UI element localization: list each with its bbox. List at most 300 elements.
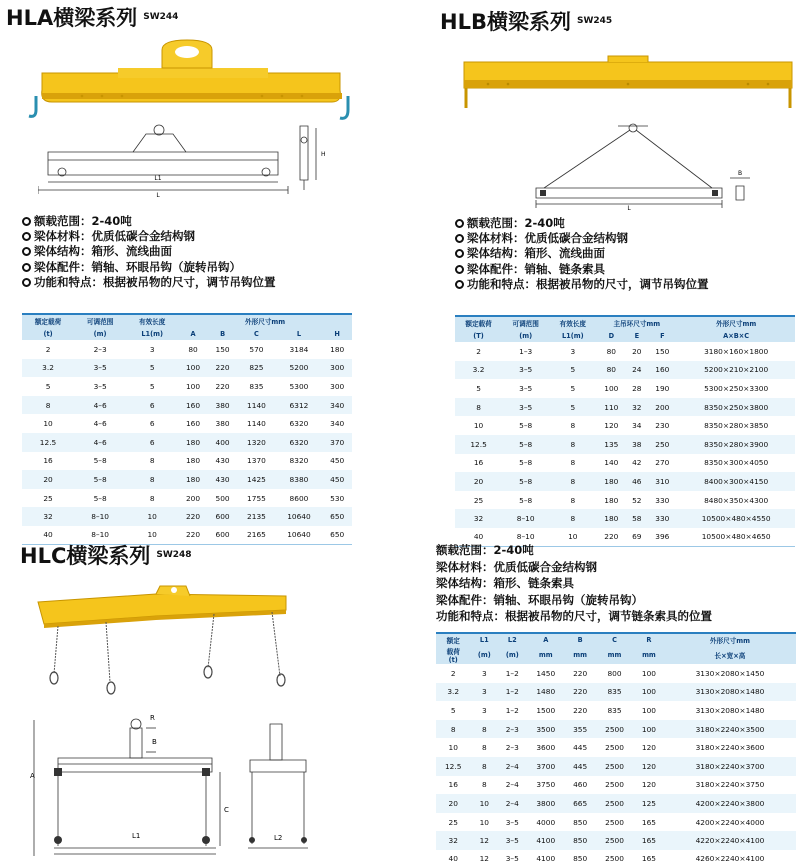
hlb-table-cell: 160	[647, 361, 677, 380]
hlb-th: (T)	[455, 329, 502, 342]
hla-table-cell: 10640	[276, 526, 323, 545]
hlb-table-cell: 120	[596, 416, 626, 435]
hla-table-cell: 180	[322, 340, 352, 359]
hlb-spec-row	[455, 231, 709, 246]
hla-table-cell: 430	[208, 452, 238, 471]
hlc-table-cell: 12	[470, 850, 498, 861]
hlc-table-cell: 2–3	[498, 720, 526, 739]
hlc-dim-b: B	[152, 738, 157, 746]
hlb-table-row	[455, 491, 795, 510]
hla-th: L1(m)	[126, 327, 178, 340]
hla-table-cell: 450	[322, 452, 352, 471]
hlc-table-cell: 3–5	[498, 831, 526, 850]
hla-table-cell: 1140	[237, 396, 275, 415]
hlc-table-row	[436, 683, 796, 702]
hlb-table-cell: 40	[455, 528, 502, 547]
hlc-table-cell: 3	[470, 701, 498, 720]
hla-table-cell: 430	[208, 470, 238, 489]
hlb-table-cell: 5200×210×2100	[677, 361, 795, 380]
hla-table-row	[22, 507, 352, 526]
hla-table-cell: 100	[178, 377, 208, 396]
hla-table-cell: 400	[208, 433, 238, 452]
hlb-table-cell: 8350×250×3800	[677, 398, 795, 417]
hlc-table-cell: 355	[565, 720, 595, 739]
hla-table-cell: 6	[126, 414, 178, 433]
hla-spec-row	[22, 260, 276, 275]
hla-spec-row	[22, 229, 276, 244]
hlc-table-cell: 3180×2240×3500	[664, 720, 796, 739]
hla-table-cell: 8–10	[74, 507, 126, 526]
hla-table-cell: 4–6	[74, 396, 126, 415]
hlb-table-cell: 8350×280×3900	[677, 435, 795, 454]
hlc-table-cell: 1480	[526, 683, 565, 702]
hla-table-row	[22, 470, 352, 489]
hla-table-cell: 370	[322, 433, 352, 452]
hlc-table-cell: 3600	[526, 738, 565, 757]
hlc-table-cell: 2500	[595, 757, 634, 776]
hla-table-cell: 5	[126, 377, 178, 396]
hla-table-cell: 1140	[237, 414, 275, 433]
hla-table-cell: 8–10	[74, 526, 126, 545]
hlc-table-cell: 16	[436, 776, 470, 795]
hlb-spec-row	[455, 262, 709, 277]
hlc-table-cell: 1500	[526, 701, 565, 720]
hlc-table-cell: 120	[634, 776, 664, 795]
hla-th: 额定载荷	[22, 314, 74, 327]
hlc-table-row	[436, 738, 796, 757]
hla-table-cell: 2	[22, 340, 74, 359]
hla-spec-text: 功能和特点：根据被吊物的尺寸，调节吊钩位置	[34, 274, 276, 289]
hlc-table-row	[436, 776, 796, 795]
hlc-th: R	[634, 633, 664, 646]
hlb-table-row	[455, 342, 795, 361]
hlb-table-row	[455, 435, 795, 454]
hlb-spec-row	[455, 277, 709, 292]
hlc-spec-row	[436, 559, 712, 576]
hlc-table-cell: 2500	[595, 831, 634, 850]
hla-table-cell: 80	[178, 340, 208, 359]
hla-table-cell: 180	[178, 470, 208, 489]
hla-table-cell: 825	[237, 359, 275, 378]
hlc-title	[20, 540, 192, 570]
hlb-model: SW245	[576, 16, 613, 26]
hlc-table-cell: 3.2	[436, 683, 470, 702]
hlb-table-cell: 10500×480×4650	[677, 528, 795, 547]
hla-table-cell: 5–8	[74, 489, 126, 508]
hla-table-cell: 340	[322, 396, 352, 415]
hlb-table-cell: 8	[549, 435, 596, 454]
hlb-table-cell: 80	[596, 342, 626, 361]
hlb-table-cell: 24	[626, 361, 647, 380]
hlb-table-cell: 330	[647, 509, 677, 528]
hlc-table-cell: 445	[565, 757, 595, 776]
hlc-table-cell: 800	[595, 664, 634, 683]
hla-spec-row	[22, 275, 276, 290]
hlc-table-cell: 4220×2240×4100	[664, 831, 796, 850]
hla-table-cell: 3	[126, 340, 178, 359]
hlc-table-cell: 3130×2080×1480	[664, 683, 796, 702]
bullet-icon	[22, 232, 31, 241]
hlc-table-cell: 220	[565, 701, 595, 720]
hlb-table-cell: 8480×350×4300	[677, 491, 795, 510]
hla-dim-l1: L1	[154, 175, 162, 182]
hlb-spec-text: 梁体结构：箱形、流线曲面	[467, 246, 605, 261]
hlb-table-cell: 8350×300×4050	[677, 454, 795, 473]
hlc-th: (m)	[470, 646, 498, 664]
hla-drawing	[38, 120, 338, 198]
hlc-table-cell: 8	[470, 720, 498, 739]
hlc-spec-text: 梁体配件：销轴、环眼吊钩（旋转吊钩）	[436, 592, 643, 607]
hla-table-cell: 4–6	[74, 414, 126, 433]
hlc-beam-photo	[36, 584, 298, 704]
hla-spec-text: 梁体材料：优质低碳合金结构钢	[34, 229, 195, 244]
hlc-table-cell: 4200×2240×4000	[664, 813, 796, 832]
hla-table-cell: 600	[208, 526, 238, 545]
hlc-th: mm	[565, 646, 595, 664]
hlc-dim-r: R	[150, 714, 155, 722]
hla-table-cell: 2135	[237, 507, 275, 526]
hlc-spec-text: 梁体材料：优质低碳合金结构钢	[436, 559, 597, 574]
bullet-icon	[22, 247, 31, 256]
hla-table-cell: 500	[208, 489, 238, 508]
hlb-table-cell: 5	[549, 398, 596, 417]
hla-table-row	[22, 396, 352, 415]
hlc-table-cell: 3500	[526, 720, 565, 739]
hlb-th: 额定载荷	[455, 316, 502, 329]
hla-table-cell: 5	[126, 359, 178, 378]
hla-table-cell: 220	[178, 507, 208, 526]
hlb-table-cell: 3–5	[502, 398, 549, 417]
hlb-table-cell: 396	[647, 528, 677, 547]
hlc-table-cell: 3180×2240×3600	[664, 738, 796, 757]
hla-table-cell: 220	[178, 526, 208, 545]
hla-table-cell: 10	[126, 526, 178, 545]
hla-table-cell: 6	[126, 396, 178, 415]
hlc-table-cell: 850	[565, 831, 595, 850]
hla-table-cell: 650	[322, 507, 352, 526]
hlb-table-row	[455, 472, 795, 491]
hlc-table-cell: 3180×2240×3750	[664, 776, 796, 795]
bullet-icon	[455, 249, 464, 258]
hla-th: (t)	[22, 327, 74, 340]
hlb-th: A×B×C	[677, 329, 795, 342]
hlc-table-cell: 2500	[595, 720, 634, 739]
hla-spec-text: 梁体结构：箱形、流线曲面	[34, 244, 172, 259]
hlc-table-cell: 100	[634, 683, 664, 702]
hlc-th: 额定	[436, 633, 470, 646]
bullet-icon	[22, 278, 31, 287]
hlb-table-cell: 8	[549, 472, 596, 491]
hla-th: C	[237, 327, 275, 340]
hla-table-row	[22, 452, 352, 471]
hlc-table-row	[436, 757, 796, 776]
hlc-table-cell: 2–3	[498, 738, 526, 757]
hla-table-cell: 835	[237, 377, 275, 396]
hlb-table-cell: 3180×160×1800	[677, 342, 795, 361]
hlc-th	[436, 646, 470, 664]
hlb-table-cell: 32	[455, 509, 502, 528]
hla-title-text: HLA横梁系列	[6, 6, 138, 30]
hlb-table-cell: 10	[455, 416, 502, 435]
hlc-table-cell: 3750	[526, 776, 565, 795]
hlc-table-cell: 165	[634, 813, 664, 832]
hla-model: SW244	[143, 12, 179, 22]
hla-table-cell: 600	[208, 507, 238, 526]
hlc-table-cell: 835	[595, 701, 634, 720]
hlc-table-cell: 2–4	[498, 757, 526, 776]
hlb-table-cell: 110	[596, 398, 626, 417]
hla-table-cell: 10640	[276, 507, 323, 526]
hlc-table-cell: 2500	[595, 813, 634, 832]
hla-table-cell: 3.2	[22, 359, 74, 378]
hlb-specs	[455, 216, 709, 292]
hla-table-cell: 16	[22, 452, 74, 471]
hlc-title-text: HLC横梁系列	[20, 544, 151, 568]
hla-table-cell: 160	[178, 414, 208, 433]
hlb-table-row	[455, 398, 795, 417]
hla-table-cell: 8	[126, 470, 178, 489]
hla-table-row	[22, 359, 352, 378]
hla-table-cell: 40	[22, 526, 74, 545]
hlb-table-cell: 250	[647, 435, 677, 454]
hla-table-cell: 5–8	[74, 452, 126, 471]
hla-table-cell: 200	[178, 489, 208, 508]
hlb-table-cell: 42	[626, 454, 647, 473]
hlb-table-cell: 28	[626, 379, 647, 398]
hlc-table-cell: 40	[436, 850, 470, 861]
hla-spec-table	[22, 313, 352, 545]
hla-table-cell: 8	[126, 452, 178, 471]
hla-table-cell: 2165	[237, 526, 275, 545]
bullet-icon	[22, 263, 31, 272]
hlc-table-cell: 2	[436, 664, 470, 683]
hla-specs	[22, 214, 276, 290]
hlc-table-cell: 10	[436, 738, 470, 757]
hlb-th: 外形尺寸mm	[677, 316, 795, 329]
bullet-icon	[455, 265, 464, 274]
hlb-spec-text: 梁体材料：优质低碳合金结构钢	[467, 231, 628, 246]
hlb-table-cell: 38	[626, 435, 647, 454]
hla-spec-text: 额载范围：2-40吨	[34, 214, 132, 228]
hlb-table-row	[455, 361, 795, 380]
hlc-table-cell: 2500	[595, 738, 634, 757]
hlb-table-cell: 34	[626, 416, 647, 435]
hlb-table-cell: 310	[647, 472, 677, 491]
hlb-table-cell: 5–8	[502, 472, 549, 491]
hlc-table-cell: 3180×2240×3700	[664, 757, 796, 776]
hla-table-cell: 5–8	[74, 470, 126, 489]
hlc-spec-text: 梁体结构：箱形、链条索具	[436, 576, 574, 591]
hlb-table-cell: 25	[455, 491, 502, 510]
hlb-table-cell: 100	[596, 379, 626, 398]
hlc-dim-l2: L2	[274, 834, 283, 842]
hlc-table-cell: 665	[565, 794, 595, 813]
hlc-table-cell: 100	[634, 701, 664, 720]
hlc-th: 长×宽×高	[664, 646, 796, 664]
hlb-table-row	[455, 379, 795, 398]
hlc-table-cell: 1–2	[498, 701, 526, 720]
hlc-table-row	[436, 794, 796, 813]
hlc-table-cell: 3800	[526, 794, 565, 813]
hlb-table-cell: 200	[647, 398, 677, 417]
hla-table-cell: 160	[178, 396, 208, 415]
hla-table-cell: 3–5	[74, 359, 126, 378]
hla-table-cell: 8600	[276, 489, 323, 508]
hla-table-row	[22, 340, 352, 359]
hlb-table-row	[455, 454, 795, 473]
hlb-table-row	[455, 416, 795, 435]
hlc-table-row	[436, 701, 796, 720]
hlc-table-head-row	[436, 646, 796, 664]
hlb-table-cell: 10500×480×4550	[677, 509, 795, 528]
hlb-th: D	[596, 329, 626, 342]
hlc-th: B	[565, 633, 595, 646]
hlb-table-cell: 1–3	[502, 342, 549, 361]
hlb-table-cell: 150	[647, 342, 677, 361]
hlb-dim-b: B	[737, 170, 743, 177]
hlc-table-cell: 2500	[595, 794, 634, 813]
hla-table-cell: 6320	[276, 433, 323, 452]
hla-beam-photo	[22, 38, 362, 122]
hlc-th: (m)	[498, 646, 526, 664]
hlb-th: E	[626, 329, 647, 342]
hlb-table-cell: 80	[596, 361, 626, 380]
hlc-table-cell: 5	[436, 701, 470, 720]
hlb-table-cell: 58	[626, 509, 647, 528]
hlb-table-cell: 5–8	[502, 454, 549, 473]
hla-table-cell: 220	[208, 359, 238, 378]
hlc-table-cell: 2500	[595, 776, 634, 795]
hlb-spec-text: 梁体配件：销轴、链条索具	[467, 261, 605, 276]
hlc-table-cell: 100	[634, 720, 664, 739]
hla-title	[6, 2, 178, 32]
hlb-th: (m)	[502, 329, 549, 342]
hla-table-cell: 340	[322, 414, 352, 433]
hlc-table-cell: 1–2	[498, 683, 526, 702]
hlb-table-cell: 46	[626, 472, 647, 491]
hlc-th: 外形尺寸mm	[664, 633, 796, 646]
hla-table-cell: 6312	[276, 396, 323, 415]
hlb-table-cell: 69	[626, 528, 647, 547]
hla-table-row	[22, 377, 352, 396]
hlb-table-cell: 180	[596, 472, 626, 491]
hlb-table-cell: 12.5	[455, 435, 502, 454]
hla-table-cell: 25	[22, 489, 74, 508]
hlc-table-cell: 25	[436, 813, 470, 832]
hlc-table-cell: 4100	[526, 850, 565, 861]
hla-table-cell: 300	[322, 377, 352, 396]
hlc-table-cell: 2–4	[498, 794, 526, 813]
hlc-table-cell: 120	[634, 738, 664, 757]
hlc-table-cell: 3700	[526, 757, 565, 776]
hla-th: 外形尺寸mm	[178, 314, 352, 327]
hla-table-cell: 570	[237, 340, 275, 359]
hlc-table-cell: 32	[436, 831, 470, 850]
hlb-table-head-row	[455, 316, 795, 329]
hlc-th: mm	[526, 646, 565, 664]
hlb-table-cell: 230	[647, 416, 677, 435]
hlb-table-cell: 8	[549, 509, 596, 528]
hlc-th: L1	[470, 633, 498, 646]
hlc-spec-text: 功能和特点：根据被吊物的尺寸，调节链条索具的位置	[436, 609, 712, 624]
hlb-drawing	[522, 118, 797, 210]
hlb-table-cell: 2	[455, 342, 502, 361]
hlb-table-cell: 180	[596, 491, 626, 510]
hlc-table-cell: 445	[565, 738, 595, 757]
hlc-table-head-row	[436, 633, 796, 646]
hlc-table-cell: 4200×2240×3800	[664, 794, 796, 813]
hla-table-cell: 650	[322, 526, 352, 545]
hlc-table-row	[436, 850, 796, 861]
hlc-th-text: 载荷	[446, 648, 460, 656]
hlb-table-cell: 8	[549, 416, 596, 435]
bullet-icon	[22, 217, 31, 226]
hlc-spec-table	[436, 632, 796, 861]
hlb-table-cell: 8–10	[502, 528, 549, 547]
hla-table-cell: 300	[322, 359, 352, 378]
hla-table-row	[22, 414, 352, 433]
hla-table-cell: 8320	[276, 452, 323, 471]
hlc-table-cell: 4100	[526, 831, 565, 850]
hlc-spec-row	[436, 575, 712, 592]
hlb-title	[440, 6, 612, 36]
hla-th: 可调范围	[74, 314, 126, 327]
hlc-table-row	[436, 813, 796, 832]
hlc-dim-l1: L1	[132, 832, 141, 840]
hlb-th: 主吊环尺寸mm	[596, 316, 677, 329]
hlc-table-cell: 8	[470, 757, 498, 776]
hla-th: A	[178, 327, 208, 340]
hlb-beam-photo	[458, 52, 798, 112]
hlc-table-cell: 3130×2080×1450	[664, 664, 796, 683]
hlc-th: L2	[498, 633, 526, 646]
hlb-table-cell: 8–10	[502, 509, 549, 528]
hla-table-cell: 20	[22, 470, 74, 489]
hlb-spec-row	[455, 216, 709, 231]
hlb-table-cell: 5	[455, 379, 502, 398]
hlb-spec-table	[455, 315, 795, 547]
hlb-table-cell: 5	[549, 379, 596, 398]
hlb-th: 有效长度	[549, 316, 596, 329]
hlc-table-cell: 3	[470, 664, 498, 683]
hla-table-cell: 12.5	[22, 433, 74, 452]
hlc-table-cell: 10	[470, 794, 498, 813]
hlc-table-cell: 8	[436, 720, 470, 739]
hlc-table-cell: 125	[634, 794, 664, 813]
hlc-table-cell: 12	[470, 831, 498, 850]
hlc-dim-a: A	[30, 772, 35, 780]
bullet-icon	[455, 234, 464, 243]
hla-table-cell: 5300	[276, 377, 323, 396]
hla-spec-row	[22, 214, 276, 229]
hlc-table-cell: 165	[634, 850, 664, 861]
hla-spec-text: 梁体配件：销轴、环眼吊钩（旋转吊钩）	[34, 259, 241, 274]
hlb-table-cell: 270	[647, 454, 677, 473]
hla-table-cell: 5200	[276, 359, 323, 378]
hlc-table-cell: 120	[634, 757, 664, 776]
hla-table-cell: 380	[208, 396, 238, 415]
hla-table-cell: 3184	[276, 340, 323, 359]
hla-th: H	[322, 327, 352, 340]
hlb-table-head-row	[455, 329, 795, 342]
hlc-table-cell: 8	[470, 776, 498, 795]
hlc-table-cell: 2500	[595, 850, 634, 861]
hla-table-cell: 5	[22, 377, 74, 396]
hla-table-cell: 380	[208, 414, 238, 433]
hlb-table-cell: 20	[626, 342, 647, 361]
hlb-th: F	[647, 329, 677, 342]
hla-table-cell: 8380	[276, 470, 323, 489]
